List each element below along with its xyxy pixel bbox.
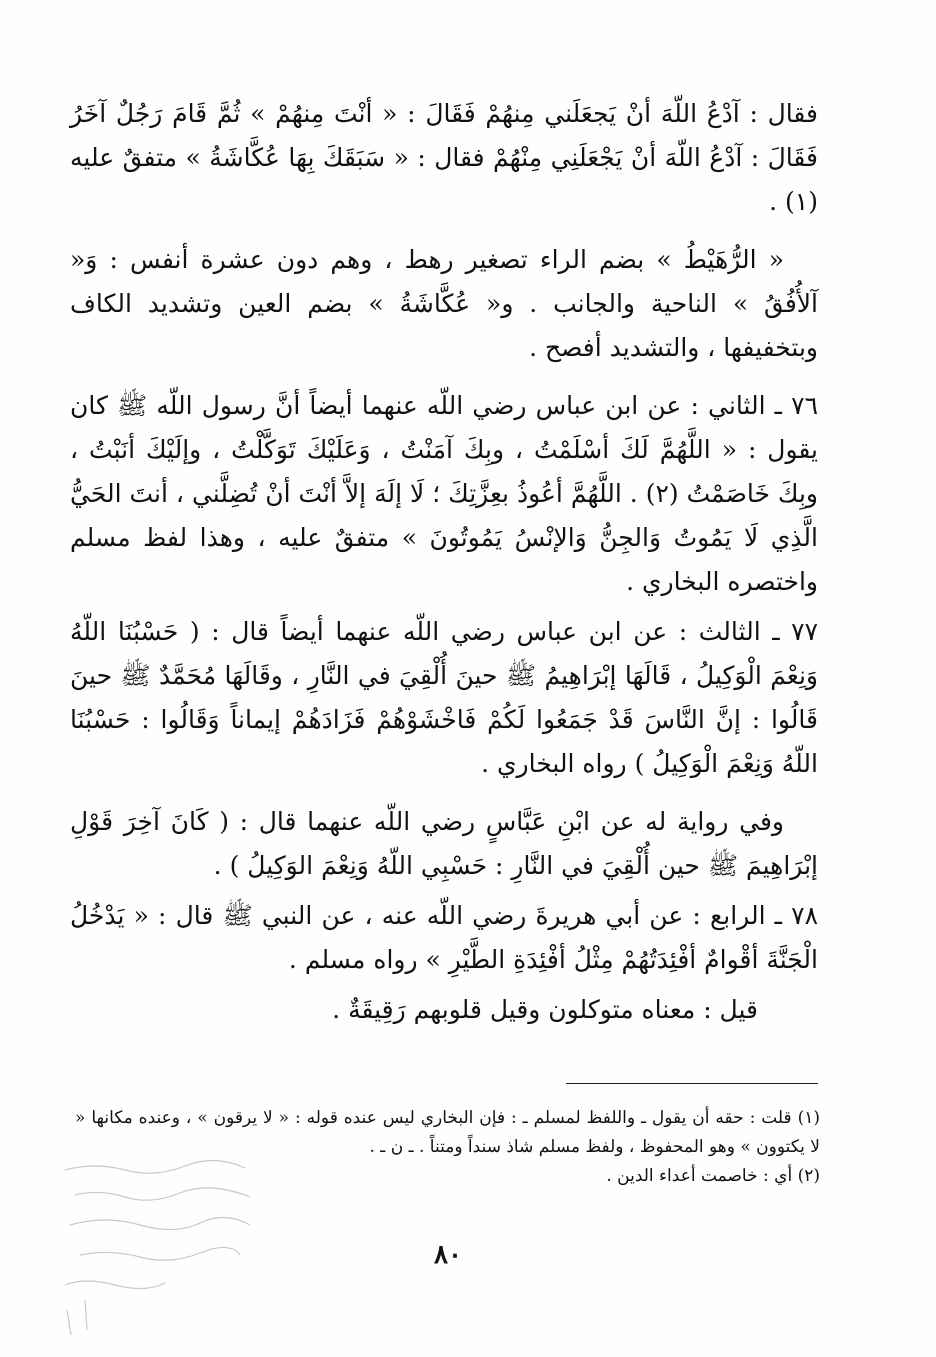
hadith-76: ٧٦ ـ الثاني : عن ابن عباس رضي اللّه عنهما أيضاً أنَّ رسول اللّه ﷺ كان يقول : « اللَّهُمَّ لَكَ أسْلَمْتُ ، وبِكَ آمَنْتُ ، وَعَلَيْكَ تَوَكَّلْتُ ، وإلَيْكَ أنَبْتُ ، وبِكَ خَاصَمْتُ (٢) . اللَّهُمَّ أعُوذُ بعِزَّتِكَ ؛ لَا إلَهَ إلاَّ أنْتَ أنْ تُضِلَّني ، أنتَ الحَيُّ الَّذِي لَا يَمُوتُ وَالجِنُّ وَالإنْسُ يَمُوتُونَ » متفقٌ عليه ، وهذا لفظ مسلم واختصره البخاري . <box>70 391 818 596</box>
page-number: ٨٠ <box>434 1240 462 1270</box>
hadith-77-variant: وفي رواية له عن ابْنِ عَبَّاسٍ رضي اللّه عنهما قال : ( كَانَ آخِرَ قَوْلِ إبْرَاهِيمَ ﷺ حين أُلْقِيَ في النَّارِ : حَسْبِي اللّهُ وَنِعْمَ الوَكِيلُ ) . <box>70 807 818 880</box>
paragraph-2: « الرُّهَيْطُ » بضم الراء تصغير رهط ، وهم دون عشرة أنفس : وَ« آلأُفُقُ » الناحية والجانب . و« عُكَّاشَةُ » بضم العين وتشديد الكاف وبتخفيفها ، والتشديد أفصح . <box>70 245 818 362</box>
hadith-77: ٧٧ ـ الثالث : عن ابن عباس رضي اللّه عنهما أيضاً قال : ( حَسْبُنَا اللّهُ وَنِعْمَ الْوَكِيلُ ، قَالَهَا إبْرَاهِيمُ ﷺ حينَ أُلْقِيَ في النَّارِ ، وقَالَهَا مُحَمَّدٌ ﷺ حينَ قَالُوا : إنَّ النَّاسَ قَدْ جَمَعُوا لَكُمْ فَاخْشَوْهُمْ فَزَادَهُمْ إيماناً وَقَالُوا : حَسْبُنَا اللّهُ وَنِعْمَ الْوَكِيلُ ) رواه البخاري . <box>70 617 818 778</box>
faded-handwriting-mark <box>55 1150 295 1340</box>
hadith-78: ٧٨ ـ الرابع : عن أبي هريرةَ رضي اللّه عنه ، عن النبي ﷺ قال : « يَدْخُلُ الْجَنَّةَ أقْوامٌ أفْئِدَتُهُمْ مِثْلُ أفْئِدَةِ الطَّيْرِ » رواه مسلم . <box>70 901 818 974</box>
main-text <box>70 92 818 1046</box>
footnote-1: (١) قلت : حقه أن يقول ـ واللفظ لمسلم ـ : فإن البخاري ليس عنده قوله : « لا يرقون » ، وعنده مكانها « لا يكتوون » وهو المحفوظ ، ولفظ مسلم شاذ سنداً ومتناً . ـ ن ـ . <box>75 1108 820 1157</box>
footnote-separator <box>566 1083 818 1084</box>
paragraph-1: فقال : آدْعُ اللّهَ أنْ يَجعَلَني مِنهُمْ فَقَالَ : « أنْتَ مِنهُمْ » ثُمَّ قَامَ رَجُلٌ آخَرُ فَقَالَ : آدْعُ اللّهَ أنْ يَجْعَلَنِي مِنْهُمْ فقال : « سَبَقَكَ بِهَا عُكَّاشَةُ » متفقٌ عليه (١) . <box>70 99 818 216</box>
hadith-78-note: قيل : معناه متوكلون وقيل قلوبهم رَقِيقَةٌ . <box>332 995 758 1024</box>
footnote-2: (٢) أي : خاصمت أعداء الدين . <box>606 1166 820 1186</box>
